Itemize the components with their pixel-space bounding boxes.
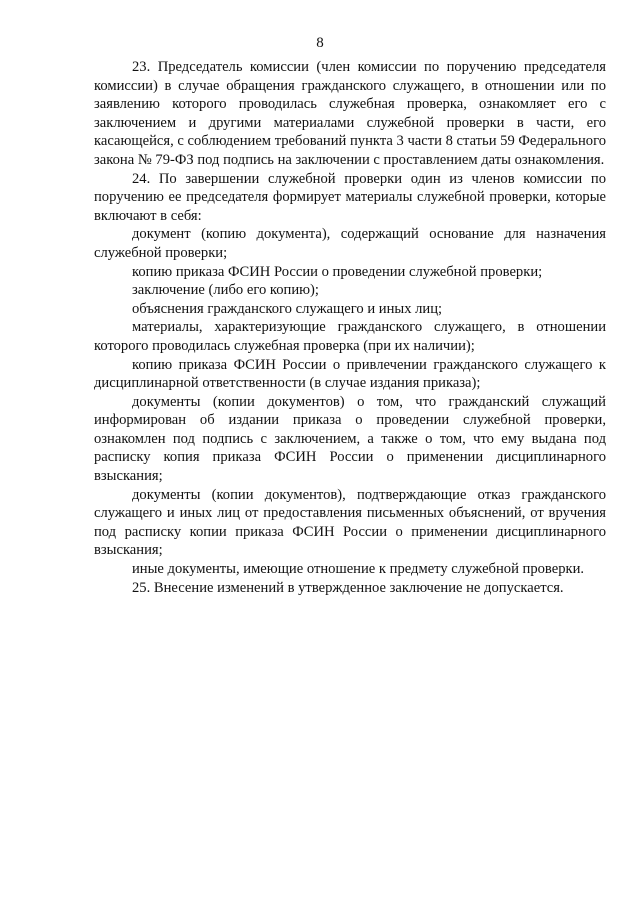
list-item: документ (копию документа), содержащий основание для назначения служебной проверки; <box>94 226 606 261</box>
paragraph-25: 25. Внесение изменений в утвержденное заключение не допускается. <box>132 579 564 596</box>
list-item: копию приказа ФСИН России о привлечении гражданского служащего к дисциплинарной ответственности (в случае издания приказа); <box>94 356 606 392</box>
paragraph-24: 24. По завершении служебной проверки один из членов комиссии по поручению ее председателя формирует материалы служебной проверки, которые включают в себя: <box>94 170 606 224</box>
page-number: 8 <box>316 35 324 51</box>
list-item: документы (копии документов) о том, что гражданский служащий информирован об издании приказа о проведении служебной проверки, ознакомлен под подпись с заключением, а также о том, что ему выдана под расписку копия приказа ФСИН России о применении дисциплинарного взыскания; <box>94 393 606 485</box>
list-item: материалы, характеризующие гражданского служащего, в отношении которого проводилась служебная проверка (при их наличии); <box>94 319 606 354</box>
list-item: заключение (либо его копию); <box>132 282 319 299</box>
list-item: иные документы, имеющие отношение к предмету служебной проверки. <box>132 561 585 578</box>
document-body <box>94 58 606 597</box>
list-item: копию приказа ФСИН России о проведении служебной проверки; <box>132 263 543 280</box>
list-item: объяснения гражданского служащего и иных лиц; <box>132 300 443 317</box>
list-item: документы (копии документов), подтверждающие отказ гражданского служащего и иных лиц от предоставления письменных объяснений, от вручения под расписку копии приказа ФСИН России о применении дисциплинарного взыскания; <box>94 486 606 559</box>
paragraph-23: 23. Председатель комиссии (член комиссии по поручению председателя комиссии) в случае обращения гражданского служащего, в отношении или по заявлению которого проводилась служебная проверка, ознакомляет его с заключением и другими материалами служебной проверки в части, его касающейся, с соблюдением требований пункта 3 части 8 статьи 59 Федерального закона № 79-ФЗ под подпись на заключении с проставлением даты ознакомления. <box>94 59 606 168</box>
